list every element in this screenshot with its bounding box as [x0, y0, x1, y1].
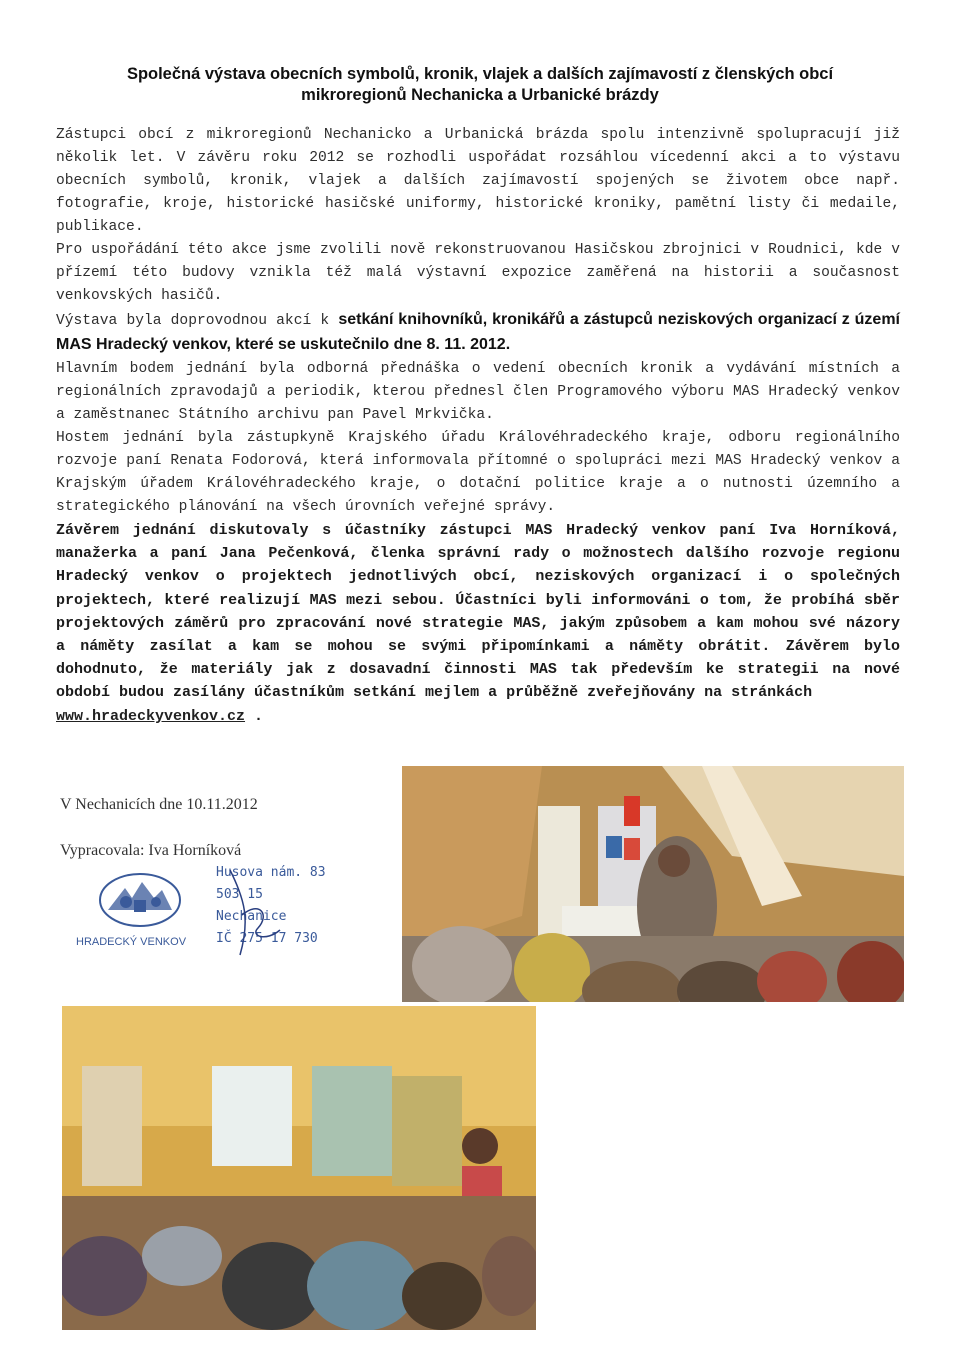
stamp-org-name: HRADECKÝ VENKOV — [76, 936, 187, 948]
paragraph-conclusion-text: Závěrem jednání diskutovaly s účastníky zástupci MAS Hradecký venkov paní Iva Horníková, manažerka a paní Jana Pečenková, členka správní rady o možnostech dalšího rozvoje regionu Hradecký venkov o projektech jednotlivých obcí, neziskových organizací i o společných projektech, které realizují MAS mezi sebou. Účastníci byli informováni o tom, že probíhá sběr projektových záměrů pro zpracování nové strategie MAS, jakým způsobem a kam mohou své názory a náměty zasílat a kam se mohou se svými připomínkami a náměty obrátit. Závěrem bylo dohodnuto, že materiály jak z dosavadní činnosti MAS tak především ke strategii na nové období budou zasílány účastníkům setkání mejlem a průběžně zveřejňovány na stránkách — [56, 522, 900, 702]
stamp-id-number: IČ 275 17 730 — [216, 931, 318, 946]
author-line: Vypracovala: Iva Horníková — [60, 842, 242, 859]
paragraph-meeting-highlight: setkání knihovníků, kronikářů a zástupců neziskových organizací z území MAS Hradecký venkov, které se uskutečnilo dne 8. 11. 2012. — [56, 311, 901, 353]
paragraph-venue: Pro uspořádání této akce jsme zvolili nově rekonstruovanou Hasičskou zbrojnici v Roudnici, kde v přízemí této budovy vznikla též malá výstavní expozice zaměřená na historii a současnost venkovských hasičů. — [56, 242, 900, 304]
paragraph-meeting — [56, 308, 900, 358]
mas-logo-icon — [100, 874, 180, 926]
stamp-address-line-2: 503 15 — [216, 887, 263, 902]
photo-presentation — [402, 766, 904, 1002]
place-date: V Nechanicích dne 10.11.2012 — [60, 796, 258, 813]
document-body — [56, 124, 900, 728]
photo-audience — [62, 1006, 536, 1330]
paragraph-intro: Zástupci obcí z mikroregionů Nechanicko a Urbanická brázda spolu intenzivně spolupracují již několik let. V závěru roku 2012 se rozhodli uspořádat rozsáhlou vícedenní akci a to výstavu obecních symbolů, kronik, vlajek a dalších zajímavostí spojených se životem obce např. fotografie, kroje, historické hasičské uniformy, historické kroniky, pamětní listy či medaile, publikace. — [56, 127, 900, 235]
title-line-2: mikroregionů Nechanicka a Urbanické brázdy — [301, 86, 659, 104]
paragraph-lecture: Hlavním bodem jednání byla odborná přednáška o vedení obecních kronik a vydávání místních a regionálních zpravodajů a periodik, kterou přednesl člen Programového výboru MAS Hradecký venkov a zaměstnanec Státního archivu pan Pavel Mrkvička. — [56, 361, 900, 423]
website-link[interactable]: www.hradeckyvenkov.cz — [56, 707, 246, 725]
link-suffix: . — [245, 707, 264, 725]
paragraph-meeting-text: Výstava byla doprovodnou akcí k — [56, 313, 339, 329]
title-line-1: Společná výstava obecních symbolů, kronik, vlajek a dalších zajímavostí z členských obcí — [126, 65, 834, 83]
document-title — [60, 64, 900, 106]
paragraph-guest: Hostem jednání byla zástupkyně Krajského úřadu Královéhradeckého kraje, odboru regionálního rozvoje paní Renata Fodorová, která informovala přítomné o spolupráci mezi MAS Hradecký venkov a Krajským úřadem Královéhradeckého kraje, o dotační politice kraje a o nutnosti územního a strategického plánování na všech úrovních veřejné správy. — [56, 430, 900, 515]
paragraph-conclusion — [56, 519, 900, 728]
organization-stamp — [70, 860, 350, 960]
stamp-address-line-3: Nechanice — [216, 909, 287, 924]
stamp-address-line-1: Husova nám. 83 — [216, 865, 326, 880]
